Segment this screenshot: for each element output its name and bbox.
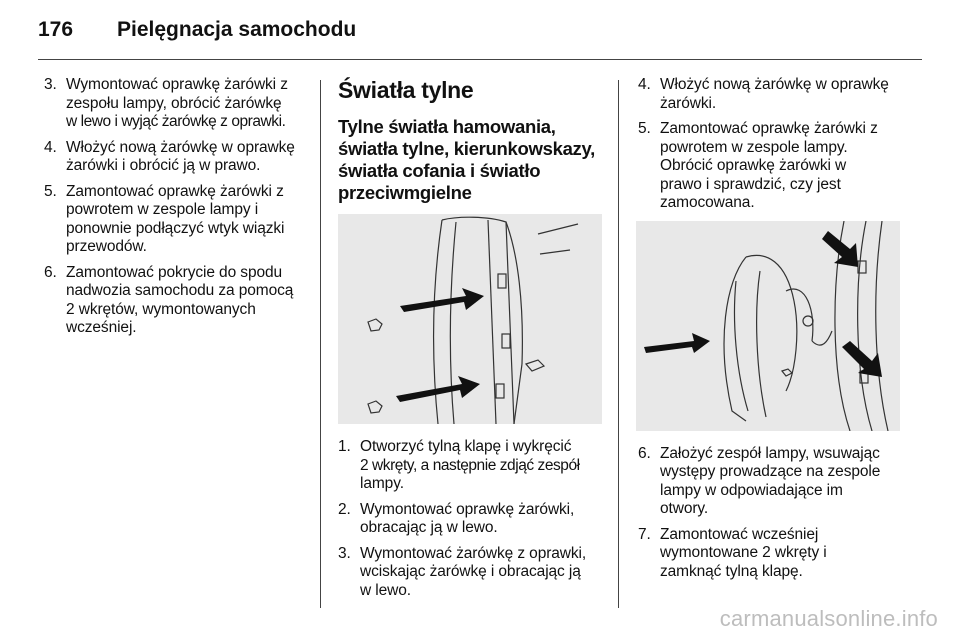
step-line: 2 wkręty, a następnie zdjąć zespół <box>360 456 580 474</box>
step-line: obracając ją w lewo. <box>360 519 498 536</box>
column-divider-1 <box>320 80 321 608</box>
steps-list-right-top <box>638 76 908 213</box>
step-line: ponownie podłączyć wtyk wiązki <box>66 219 285 237</box>
subtitle-line: światła tylne, kierunkowskazy, <box>338 138 595 159</box>
step-line: nadwozia samochodu za pomocą <box>66 282 294 299</box>
step-line: Zamontować oprawkę żarówki z <box>66 182 284 200</box>
step-line: Wymontować oprawkę żarówki, <box>360 500 575 518</box>
list-item <box>338 438 610 494</box>
steps-list-right-bottom <box>638 445 908 582</box>
step-number: 5. <box>638 120 651 137</box>
step-line: żarówki. <box>660 94 717 112</box>
step-number: 4. <box>44 138 57 156</box>
page-title: Pielęgnacja samochodu <box>117 18 357 41</box>
step-line: lampy w odpowiadające im <box>660 481 843 499</box>
step-line: Wymontować oprawkę żarówki z <box>66 76 288 93</box>
step-line: przewodów. <box>66 238 147 255</box>
tail-lamp-screws-drawing <box>338 214 602 424</box>
column-middle <box>338 76 610 607</box>
list-item <box>638 445 908 519</box>
steps-list-left <box>44 76 312 338</box>
section-title: Światła tylne <box>338 77 474 103</box>
watermark: carmanualsonline.info <box>719 606 938 631</box>
page-header <box>0 0 960 62</box>
arrow-icon <box>644 231 882 377</box>
steps-list-middle <box>338 438 610 600</box>
list-item <box>44 183 312 257</box>
step-number: 1. <box>338 438 351 455</box>
step-line: otwory. <box>660 500 709 517</box>
step-number: 4. <box>638 76 651 93</box>
list-item <box>44 264 312 338</box>
tail-lamp-install-drawing <box>636 221 900 431</box>
step-line: Włożyć nową żarówkę w oprawkę <box>66 138 295 156</box>
step-line: 2 wkrętów, wymontowanych <box>66 300 256 318</box>
illustration-tail-lamp-install <box>636 221 900 431</box>
list-item <box>638 526 908 582</box>
column-divider-2 <box>618 80 619 608</box>
step-line: występy prowadzące na zespole <box>660 463 881 480</box>
list-item <box>638 120 908 213</box>
step-line: wcześniej. <box>66 319 137 336</box>
step-line: Zamontować pokrycie do spodu <box>66 263 283 281</box>
step-line: prawo i sprawdzić, czy jest <box>660 175 841 193</box>
step-line: wymontowane 2 wkręty i <box>660 544 827 561</box>
step-line: zespołu lampy, obrócić żarówkę <box>66 94 282 112</box>
subtitle-line: Tylne światła hamowania, <box>338 116 556 137</box>
step-line: zamocowana. <box>660 194 755 211</box>
step-line: Otworzyć tylną klapę i wykręcić <box>360 438 572 455</box>
step-line: żarówki i obrócić ją w prawo. <box>66 157 261 174</box>
column-right <box>638 76 908 588</box>
step-line: wciskając żarówkę i obracając ją <box>360 563 581 580</box>
step-number: 7. <box>638 525 651 543</box>
step-number: 6. <box>44 263 57 281</box>
subtitle-line: przeciwmgielne <box>338 182 472 203</box>
step-line: w lewo. <box>360 581 411 599</box>
step-line: powrotem w zespole lampy i <box>66 201 259 218</box>
step-number: 3. <box>44 76 57 93</box>
step-number: 2. <box>338 500 351 518</box>
header-divider <box>38 59 922 60</box>
subtitle-line: światła cofania i światło <box>338 160 541 181</box>
step-line: Obrócić oprawkę żarówki w <box>660 157 847 174</box>
page-number: 176 <box>38 18 74 41</box>
step-line: Założyć zespół lampy, wsuwając <box>660 444 880 462</box>
step-number: 6. <box>638 444 651 462</box>
list-item <box>638 76 908 113</box>
step-line: Zamontować wcześniej <box>660 525 819 543</box>
step-line: Zamontować oprawkę żarówki z <box>660 120 878 137</box>
subsection-title <box>338 116 610 204</box>
column-left <box>44 76 312 345</box>
list-item <box>44 139 312 176</box>
step-line: Wymontować żarówkę z oprawki, <box>360 544 587 562</box>
arrow-icon <box>396 288 484 402</box>
list-item <box>44 76 312 132</box>
step-line: Włożyć nową żarówkę w oprawkę <box>660 76 889 93</box>
step-line: powrotem w zespole lampy. <box>660 138 848 156</box>
step-line: lampy. <box>360 475 404 492</box>
step-number: 5. <box>44 182 57 200</box>
step-number: 3. <box>338 544 351 562</box>
step-line: w lewo i wyjąć żarówkę z oprawki. <box>66 113 286 130</box>
step-line: zamknąć tylną klapę. <box>660 562 803 580</box>
list-item <box>338 501 610 538</box>
illustration-tail-lamp-screws <box>338 214 602 424</box>
list-item <box>338 545 610 601</box>
